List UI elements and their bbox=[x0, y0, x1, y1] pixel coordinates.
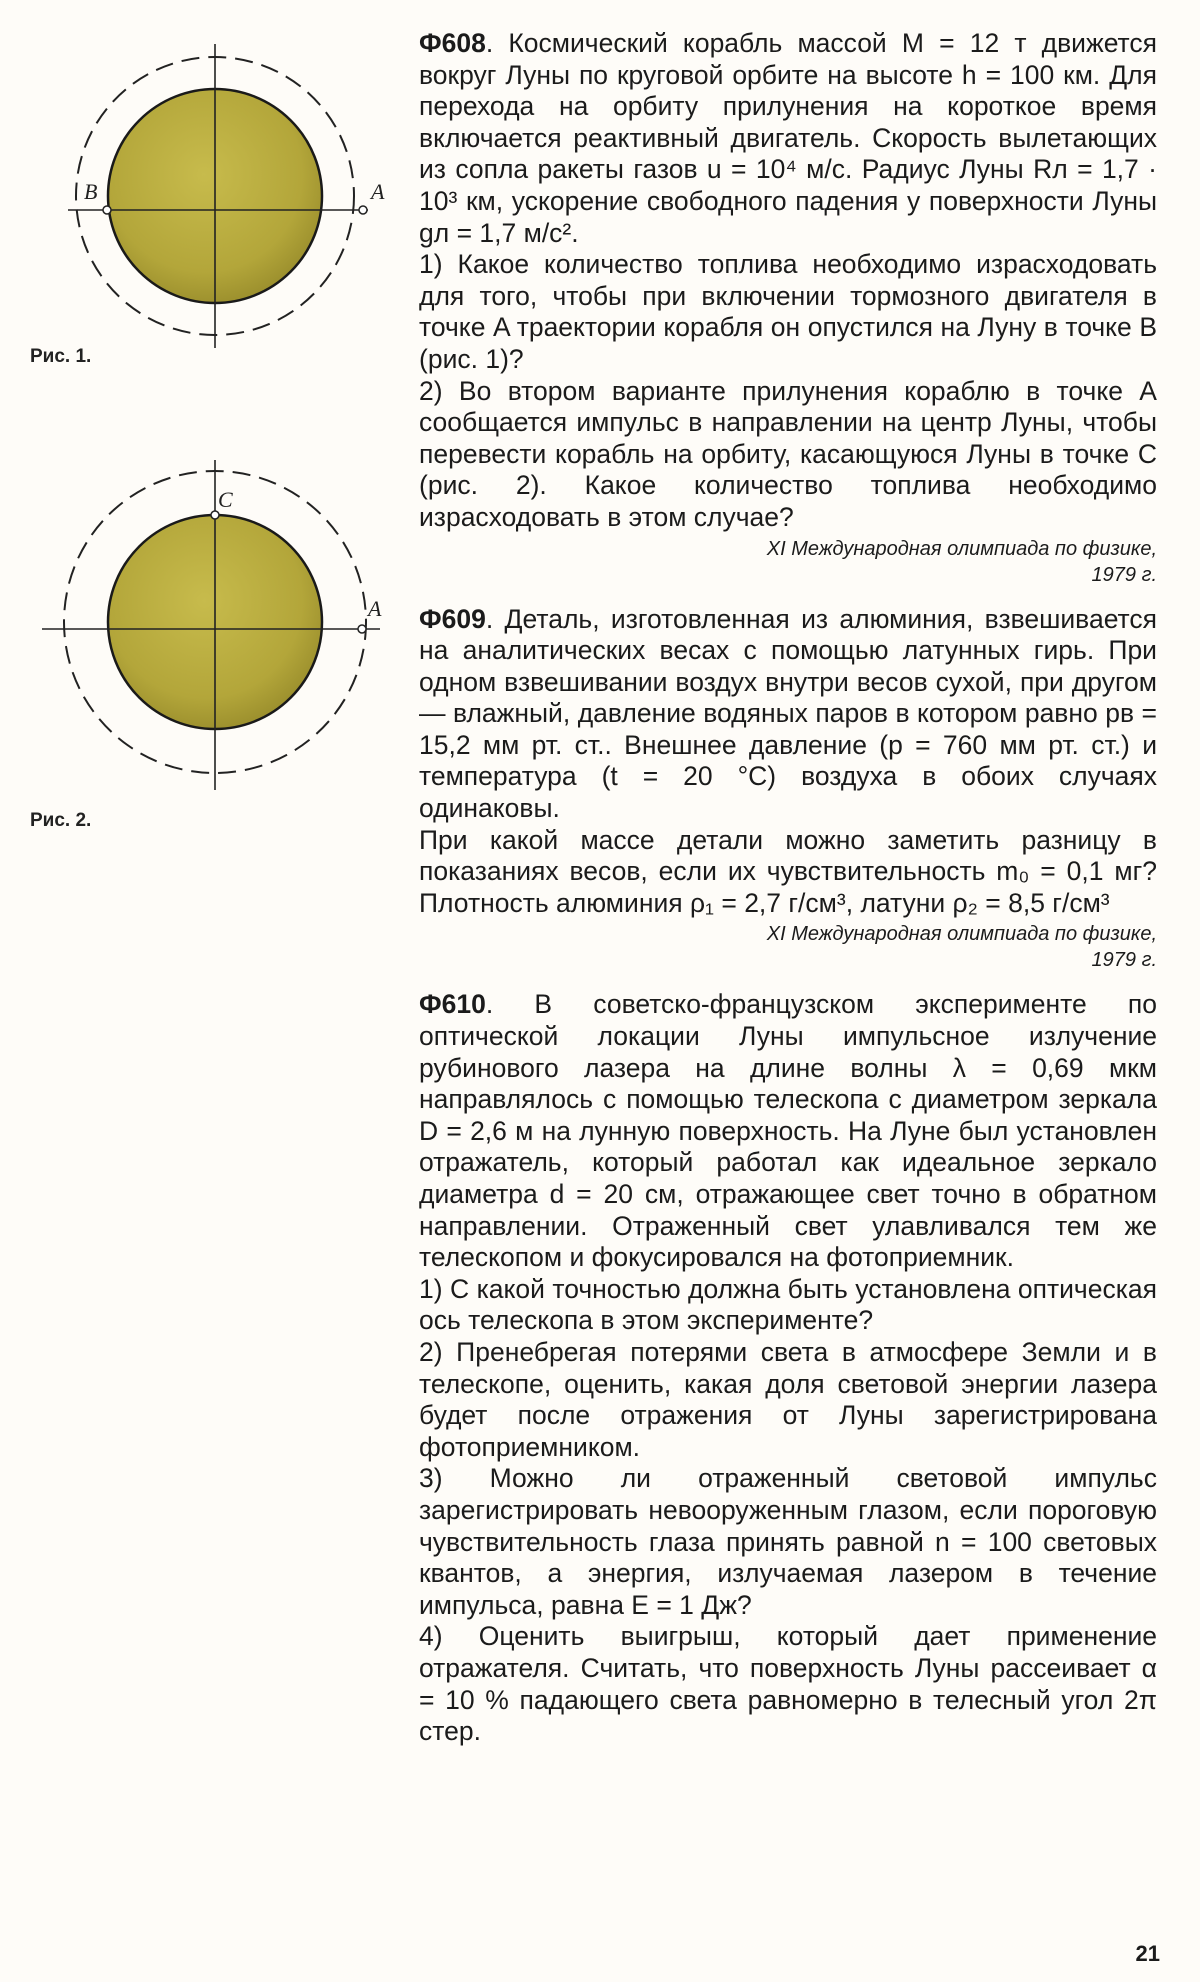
problem-f609 bbox=[419, 604, 1157, 974]
point-c-label: C bbox=[218, 487, 233, 512]
problem-f610 bbox=[419, 989, 1157, 1747]
problem-paragraph: 1) С какой точностью должна быть установлена оптическая ось телескопа в этом эксперименте? bbox=[419, 1273, 1157, 1336]
text-column bbox=[419, 28, 1157, 1748]
page-number: 21 bbox=[1135, 1941, 1160, 1966]
problem-number: Ф610 bbox=[419, 989, 486, 1020]
figure-1-diagram bbox=[28, 28, 408, 348]
problem-source: XI Международная олимпиада по физике, 1979 г. bbox=[766, 923, 1157, 972]
figure-1 bbox=[28, 28, 408, 348]
point-b-marker bbox=[103, 206, 111, 214]
problem-paragraph: 3) Можно ли отраженный световой импульс зарегистрировать невооруженным глазом, если пороговую чувствительность глаза принять равной n = 100 световых квантов, а энергия, излучаемая лазером в течение импульса, равна E = 1 Дж? bbox=[419, 1463, 1157, 1620]
problem-number: Ф609 bbox=[419, 603, 486, 634]
problem-text: . В советско-французском эксперименте по оптической локации Луны импульсное излучение рубинового лазера на длине волны λ = 0,69 мкм направлялось с помощью телескопа с диаметром зеркала D = 2,6 м на лунную поверхность. На Луне был установлен отражатель, который работал как идеальное зеркало диаметра d = 20 см, отражающее свет точно в обратном направлении. Отраженный свет улавливался тем же телескопом и фокусировался на фотоприемник. bbox=[419, 989, 1157, 1273]
figure-1-caption: Рис. 1. bbox=[30, 346, 92, 367]
problem-paragraph bbox=[419, 604, 1157, 825]
problem-source: XI Международная олимпиада по физике, 1979 г. bbox=[766, 537, 1157, 586]
problem-text: . Деталь, изготовленная из алюминия, взвешивается на аналитических весах с помощью латунных гирь. При одном взвешивании воздух внутри весов сухой, при другом — влажный, давление водяных паров в котором равно pв = 15,2 мм рт. ст.. Внешнее давление (p = 760 мм рт. ст.) и температура (t = 20 °С) воздуха в обоих случаях одинаковы. bbox=[419, 603, 1157, 824]
figure-2-diagram bbox=[28, 440, 408, 800]
point-a-label: A bbox=[371, 179, 385, 204]
point-a-marker bbox=[359, 206, 367, 214]
point-a-label: A bbox=[368, 596, 382, 621]
figure-2-caption: Рис. 2. bbox=[30, 810, 92, 831]
figure-2 bbox=[28, 440, 408, 800]
problem-paragraph bbox=[419, 989, 1157, 1273]
point-c-marker bbox=[211, 511, 219, 519]
problem-paragraph bbox=[419, 28, 1157, 249]
problem-paragraph: 2) Пренебрегая потерями света в атмосфере Земли и в телескопе, оценить, какая доля световой энергии лазера будет после отражения от Луны зарегистрирована фотоприемником. bbox=[419, 1336, 1157, 1462]
point-b-label: B bbox=[84, 179, 98, 204]
problem-paragraph: 1) Какое количество топлива необходимо израсходовать для того, чтобы при включении тормозного двигателя в точке A траектории корабля он опустился на Луну в точке B (рис. 1)? bbox=[419, 249, 1157, 374]
point-a-marker bbox=[358, 625, 366, 633]
problem-number: Ф608 bbox=[419, 28, 486, 58]
problem-f608 bbox=[419, 28, 1157, 588]
problem-paragraph: При какой массе детали можно заметить разницу в показаниях весов, если их чувствительность m₀ = 0,1 мг? Плотность алюминия ρ₁ = 2,7 г/см³, латуни ρ₂ = 8,5 г/см³ bbox=[419, 824, 1157, 918]
problem-text: . Космический корабль массой M = 12 т движется вокруг Луны по круговой орбите на высоте h = 100 км. Для перехода на орбиту прилунения на короткое время включается реактивный двигатель. Скорость вылетающих из сопла ракеты газов u = 10⁴ м/с. Радиус Луны Rл = 1,7 · 10³ км, ускорение свободного падения у поверхности Луны gл = 1,7 м/с². bbox=[419, 28, 1157, 248]
problem-paragraph: 4) Оценить выигрыш, который дает применение отражателя. Считать, что поверхность Луны рассеивает α = 10 % падающего света равномерно в телесный угол 2π стер. bbox=[419, 1621, 1157, 1747]
problem-paragraph: 2) Во втором варианте прилунения кораблю в точке A сообщается импульс в направлении на центр Луны, чтобы перевести корабль на орбиту, касающуюся Луны в точке C (рис. 2). Какое количество топлива необходимо израсходовать в этом случае? bbox=[419, 375, 1157, 532]
